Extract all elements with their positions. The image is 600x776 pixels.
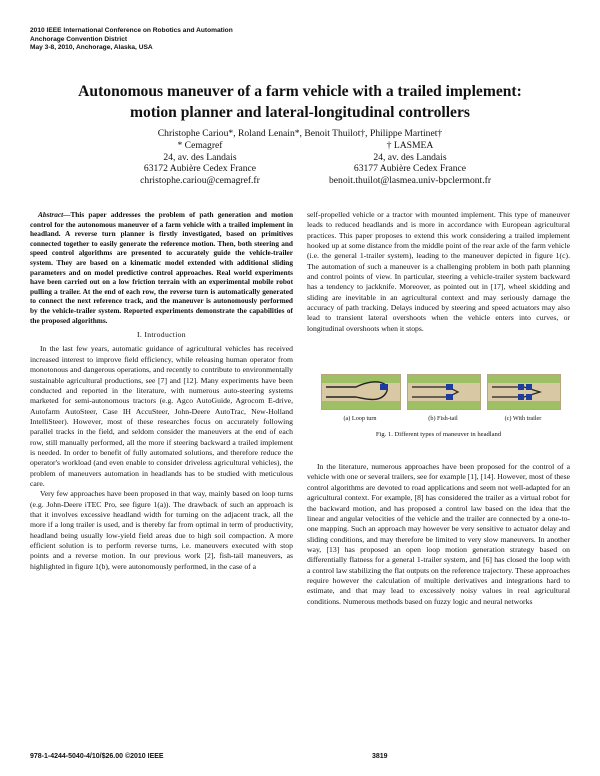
author-email[interactable]: benoit.thuilot@lasmea.univ-bpclermont.fr bbox=[328, 174, 492, 186]
abstract-text: —This paper addresses the problem of path generation and motion control for the autonomous maneuver of a farm vehicle with a trailed implement in headland. A reverse turn planner is firstly investigated, based on primitives connected together to easily generate the reference motion. Then, both steering and speed control algorithms are presented to accurately guide the vehicle-trailer system. They are based on a kinematic model extended with additional sliding parameters and on model predictive control approaches. Real world experiments have been carried out on a low friction terrain with an experimental mobile robot pulling a trailer. At the end of each row, the reverse turn is automatically generated to connect the next reference track, and the maneuver is autonomously performed by the vehicle-trailer system. Reported experiments demonstrate the capabilities of the proposed algorithms. bbox=[30, 210, 293, 325]
author-list: Christophe Cariou*, Roland Lenain*, Benoit Thuilot†, Philippe Martinet† bbox=[157, 128, 443, 139]
conference-line: Anchorage Convention District bbox=[30, 35, 128, 43]
figure-subcaption: (b) Fish-tail bbox=[428, 415, 458, 423]
figure-subcaption: (a) Loop turn bbox=[343, 415, 377, 423]
affiliation-line: 24, av. des Landais bbox=[373, 151, 447, 163]
affiliation-line: * Cemagref bbox=[177, 140, 223, 151]
section-heading: I. Introduction bbox=[137, 330, 186, 340]
figure-caption: Fig. 1. Different types of maneuver in headland bbox=[375, 431, 502, 439]
conference-line: May 3-8, 2010, Anchorage, Alaska, USA bbox=[30, 44, 153, 52]
figure-panel-with-trailer bbox=[487, 374, 561, 410]
right-column bbox=[307, 210, 570, 607]
affiliation-line: 24, av. des Landais bbox=[163, 151, 237, 163]
affiliation-line: † LASMEA bbox=[386, 140, 434, 151]
affiliation-line: 63177 Aubière Cedex France bbox=[353, 163, 467, 175]
figure-1 bbox=[307, 334, 570, 462]
figure-subcaption: (c) With trailer bbox=[504, 415, 542, 423]
page-number: 3819 bbox=[372, 753, 388, 760]
trailer-path bbox=[488, 375, 560, 409]
footer-isbn: 978-1-4244-5040-4/10/$26.00 ©2010 IEEE bbox=[30, 753, 164, 760]
abstract-lead: Abstract bbox=[38, 210, 64, 219]
loop-turn-path bbox=[322, 375, 400, 409]
title-line: motion planner and lateral-longitudinal controllers bbox=[130, 104, 470, 121]
left-column bbox=[30, 210, 293, 572]
paragraph: In the literature, numerous approaches have been proposed for the control of a vehicle with one or several trailers, see for example [1], [14]. However, most of these control algorithms are devoted to road applications and seem not well-adapted for an agricultural context. For example, [8] has considered the trailer as a virtual robot for the backward motion, and has proposed a control law based on the idea that the linear and angular velocities of the vehicle and the trailer are connected by a one-to-one mapping. Such an approach may however be very sensitive to actuator delay and sliding conditions, and may therefore be limited to very slow maneuvers. In another way, [13] has proposed an open loop motion generation strategy based on differentially flatness for a general 1-trailer system, and [6] has closed the loop with a control law stabilizing the flat outputs on the reference trajectory. These approaches require however the calculation of multiple derivatives and integrations hard to estimate, and that may lead to excessively noisy values in real agricultural conditions. Numerous methods based on fuzzy logic and neural networks bbox=[307, 462, 570, 606]
fish-tail-path bbox=[408, 375, 480, 409]
paragraph: Very few approaches have been proposed in that way, mainly based on loop turns (e.g. John-Deere iTEC Pro, see figure 1(a)). The drawback of such an approach is that it involves excessive headland width for turning on the adjacent track, all the more if a long trailer is used, and is thereby far from optimal in term of productivity, headland being usually low-yield field areas due to high soil compaction. A more efficient solution is to perform reverse turns, i.e. maneuvers executed with stop points and a reverse motion. In our previous work [2], fish-tail maneuvers, as highlighted in figure 1(b), were autonomously performed, in the case of a bbox=[30, 489, 293, 571]
affiliation-lasmea bbox=[280, 140, 540, 186]
paragraph: self-propelled vehicle or a tractor with mounted implement. This type of maneuver leads to reduced headlands and is more in accordance with European agricultural practices. This paper proposes to extend this work considering a trailed implement hooked up at some distance from the middle point of the rear axle of the farm vehicle (i.e. the general 1-trailer system), leading to the maneuver depicted in figure 1(c). The automation of such a maneuver is a challenging problem in both path planning and control points of view. In particular, steering a vehicle-trailer system backward has a tendency to jackknife. Moreover, as pointed out in [17], wheel skidding and sliding are inevitable in an agricultural context and may seriously damage the accuracy of path tracking. Delays induced by steering and speed actuators may also lead to transient lateral overshoots when the vehicle enters into curves, or longitudinal overshoots when it stops. bbox=[307, 210, 570, 333]
figure-panel-fish-tail bbox=[407, 374, 481, 410]
paper-title bbox=[20, 81, 580, 123]
title-line: Autonomous maneuver of a farm vehicle with a trailed implement: bbox=[78, 83, 522, 100]
author-email[interactable]: christophe.cariou@cemagref.fr bbox=[140, 174, 260, 186]
abstract bbox=[30, 210, 293, 325]
conference-header bbox=[30, 27, 233, 53]
conference-line: 2010 IEEE International Conference on Robotics and Automation bbox=[30, 27, 233, 34]
figure-panel-loop-turn bbox=[321, 374, 401, 410]
paragraph: In the last few years, automatic guidance of agricultural vehicles has received increased interest to improve field efficiency, while releasing human operator from monotonous and dangerous operations, and recently to contribute to environmentally sustainable agricultural productions, see [7] and [12]. Many experiments have been conducted and reported in the literature, with numerous auto-steering systems marketed for semi-autonomous tractors (e.g. Agco AutoGuide, Agrocom E-drive, Autofarm AutoSteer, Case IH AccuSteer, John-Deere AutoTrac, New-Holland IntelliSteer). However, most of these researches focus on accurately following parallel tracks in the field, and seldom consider the maneuvers at the end of each row, still manually performed, all the more if steering backward a trailed implement is needed. In order to benefit of fully automated solutions, and therefore reduce the operator's workload (and even enable to consider driveless agricultural vehicles), the problem of maneuvers automation in headlands has to be studied with meticulous care. bbox=[30, 344, 293, 488]
affiliation-line: 63172 Aubière Cedex France bbox=[143, 163, 257, 175]
